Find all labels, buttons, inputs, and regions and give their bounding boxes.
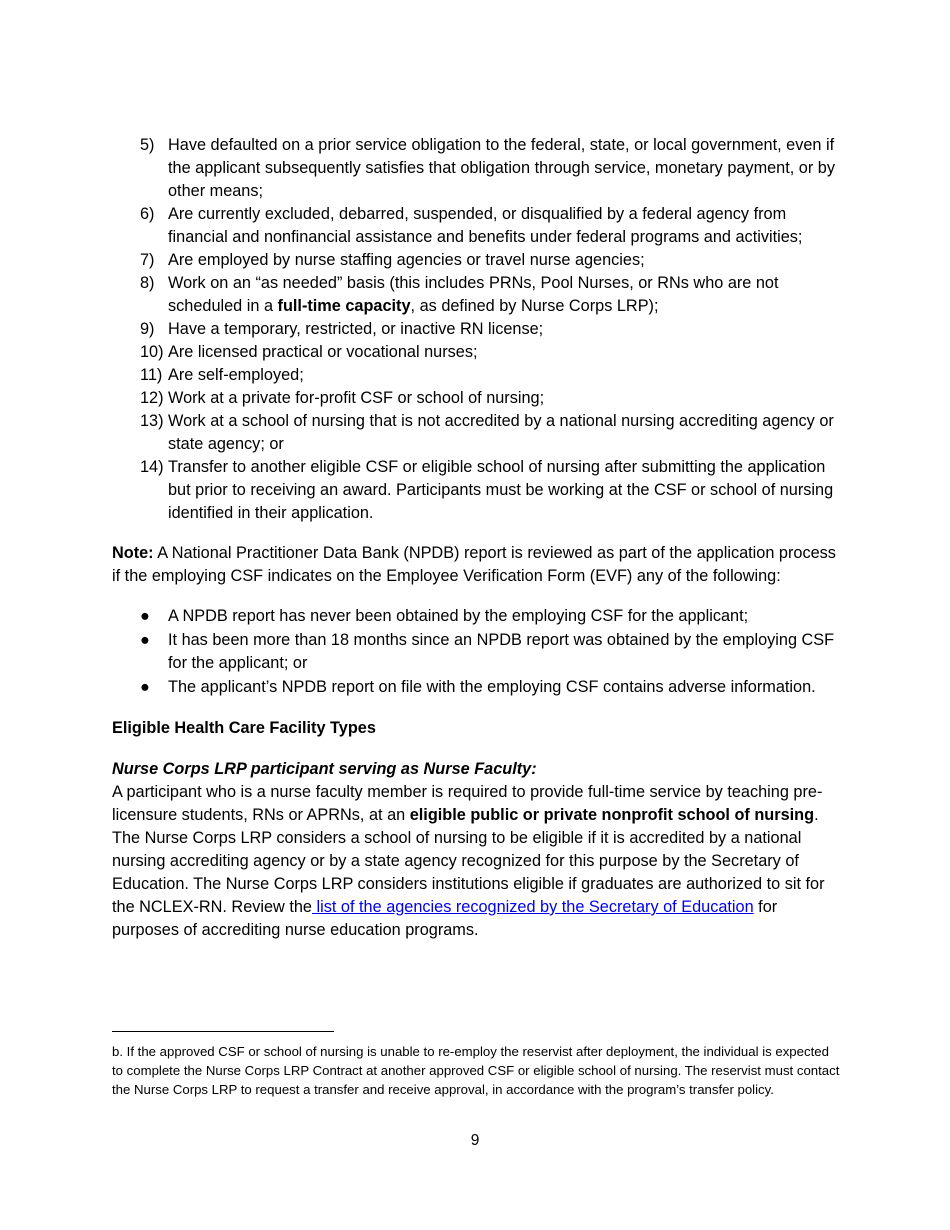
bullet-text: The applicant’s NPDB report on file with the employing CSF contains adverse information. [168, 678, 816, 696]
list-item-text: Have defaulted on a prior service obligation to the federal, state, or local government, even if the applicant subsequently satisfies that obligation through service, monetary payment, or by other means; [168, 136, 836, 200]
paragraph-text-2: . The Nurse Corps LRP considers a school of nursing to be eligible if it is accredited by a national nursing accrediting agency or by a state agency recognized for this purpose by the Secretary of Education. The Nurse Corps LRP considers institutions eligible if graduates are authorized to sit for the NCLEX-RN. Review the [112, 806, 825, 916]
bullet-text: A NPDB report has never been obtained by the employing CSF for the applicant; [168, 607, 749, 625]
bullet-item [112, 676, 840, 699]
list-item-text: Are employed by nurse staffing agencies or travel nurse agencies; [168, 251, 645, 269]
npdb-conditions-list [112, 605, 840, 699]
bullet-item [112, 605, 840, 628]
list-item [112, 203, 840, 249]
page-number: 9 [470, 1132, 480, 1149]
list-item-text: Transfer to another eligible CSF or eligible school of nursing after submitting the application but prior to receiving an award. Participants must be working at the CSF or school of nursing identified in their application. [168, 458, 834, 522]
ineligibility-list [112, 134, 840, 525]
npdb-note [112, 542, 840, 588]
footnote: b. If the approved CSF or school of nursing is unable to re-employ the reservist after deployment, the individual is expected to complete the Nurse Corps LRP Contract at another approved CSF or eligible school of nursing. The reservist must contact the Nurse Corps LRP to request a transfer and receive approval, in accordance with the program’s transfer policy. [112, 1044, 840, 1097]
section-heading: Eligible Health Care Facility Types [112, 719, 376, 737]
list-number: 9) [140, 320, 155, 338]
list-item [112, 341, 840, 364]
paragraph-text-1: A participant who is a nurse faculty member is required to provide full-time service by teaching pre-licensure students, RNs or APRNs, at an [112, 783, 823, 824]
list-item-text: Have a temporary, restricted, or inactive RN license; [168, 320, 544, 338]
list-item-text: Are currently excluded, debarred, suspended, or disqualified by a federal agency from financial and nonfinancial assistance and benefits under federal programs and activities; [168, 205, 803, 246]
list-item-text: Are licensed practical or vocational nurses; [168, 343, 478, 361]
list-number: 8) [140, 274, 155, 292]
note-text: A National Practitioner Data Bank (NPDB) report is reviewed as part of the application process if the employing CSF indicates on the Employee Verification Form (EVF) any of the following: [112, 544, 836, 585]
list-number: 7) [140, 251, 155, 269]
list-number: 11) [140, 366, 163, 384]
list-item [112, 272, 840, 318]
agencies-list-link[interactable]: list of the agencies recognized by the Secretary of Education [311, 898, 754, 916]
list-item [112, 410, 840, 456]
list-number: 14) [140, 458, 164, 476]
list-item-text: Are self-employed; [168, 366, 304, 384]
full-time-capacity-term: full-time capacity [277, 297, 411, 315]
list-item-text-pre: Work on an “as needed” basis (this includes PRNs, Pool Nurses, or RNs who are not scheduled in a [168, 274, 779, 315]
list-number: 10) [140, 343, 164, 361]
list-item [112, 364, 840, 387]
list-item-text-post: , as defined by Nurse Corps LRP); [410, 297, 659, 315]
list-item [112, 318, 840, 341]
list-number: 6) [140, 205, 155, 223]
note-label: Note: [112, 544, 154, 562]
main-content [112, 134, 840, 942]
list-item-text: Work at a private for-profit CSF or school of nursing; [168, 389, 545, 407]
bullet-icon: ● [140, 607, 150, 625]
list-number: 13) [140, 412, 164, 430]
footnote-divider [112, 1031, 334, 1032]
bullet-icon: ● [140, 631, 150, 649]
bullet-item [112, 629, 840, 675]
paragraph-text-3: for purposes of accrediting nurse education programs. [112, 898, 778, 939]
list-item [112, 134, 840, 203]
list-item [112, 249, 840, 272]
eligible-school-term: eligible public or private nonprofit school of nursing [409, 806, 815, 824]
list-number: 12) [140, 389, 164, 407]
nurse-faculty-paragraph [112, 781, 840, 942]
bullet-text: It has been more than 18 months since an NPDB report was obtained by the employing CSF for the applicant; or [168, 631, 835, 672]
nurse-faculty-subheading: Nurse Corps LRP participant serving as Nurse Faculty: [112, 760, 537, 778]
list-item-text: Work at a school of nursing that is not accredited by a national nursing accrediting agency or state agency; or [168, 412, 834, 453]
bullet-icon: ● [140, 678, 150, 696]
list-item [112, 387, 840, 410]
list-item [112, 456, 840, 525]
list-number: 5) [140, 136, 155, 154]
